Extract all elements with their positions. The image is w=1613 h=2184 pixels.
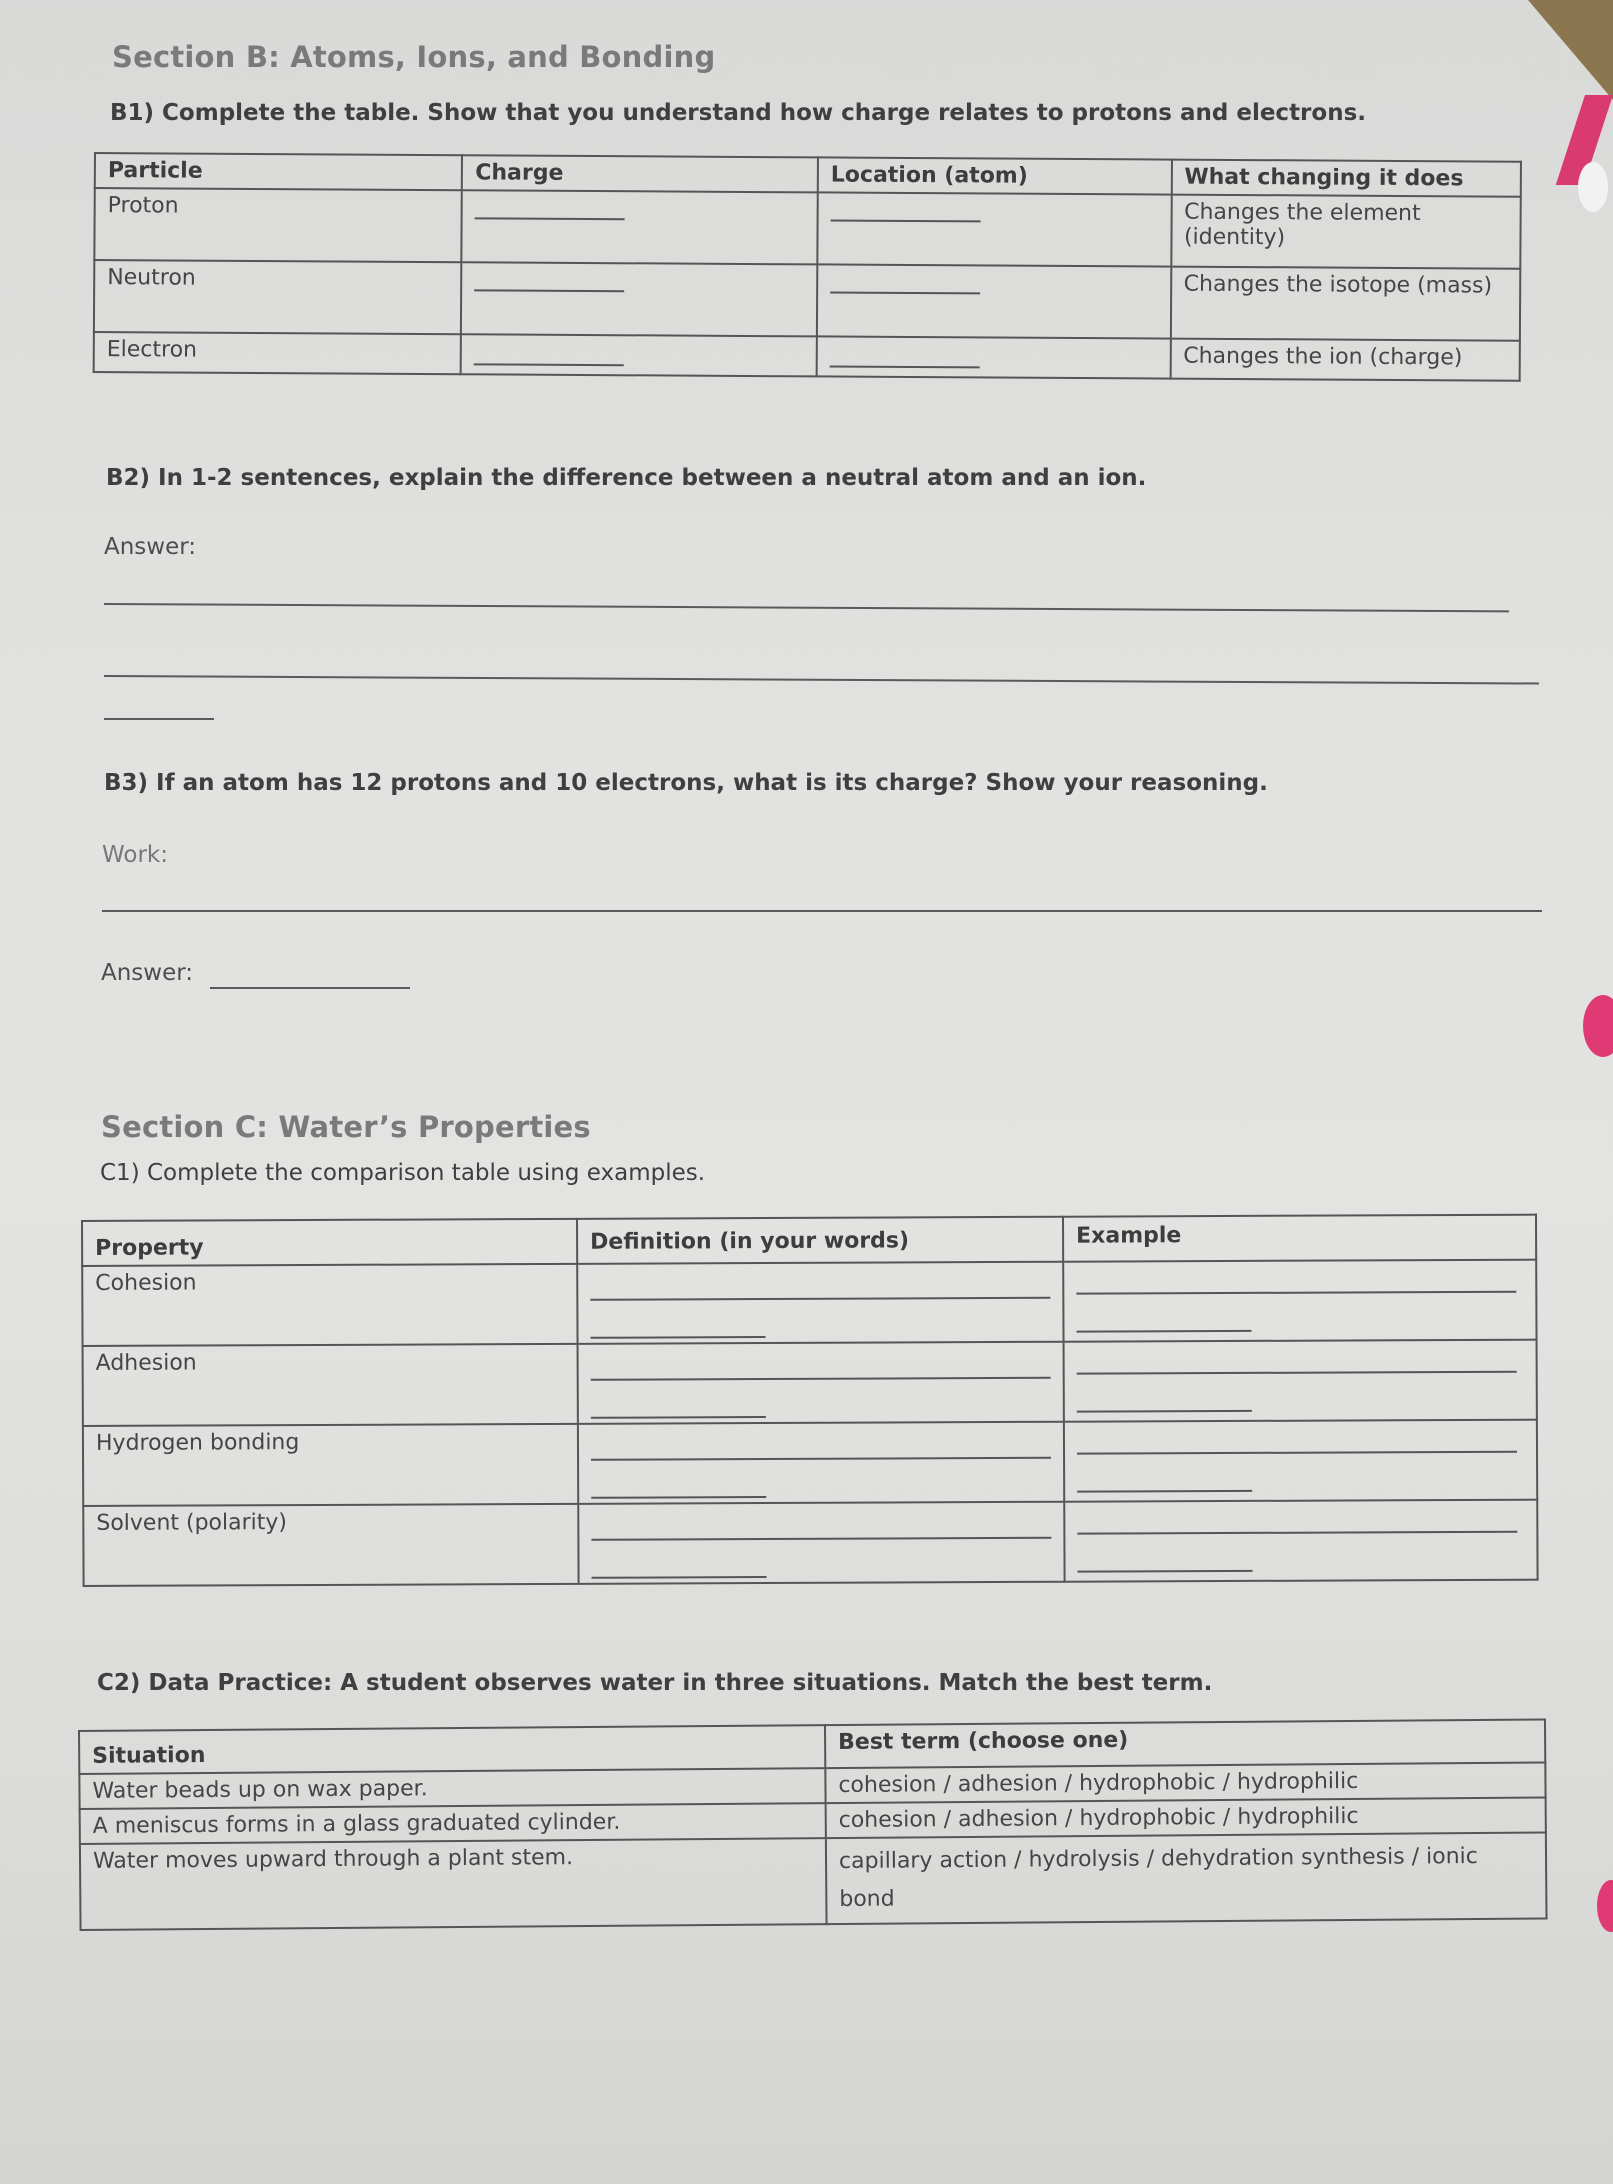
section-b-title: Section B: Atoms, Ions, and Bonding <box>112 40 716 74</box>
b2-prompt: B2) In 1-2 sentences, explain the difference between a neutral atom and an ion. <box>106 465 1147 491</box>
table-row <box>83 1420 1537 1506</box>
pink-marker-dot <box>1597 1880 1613 1932</box>
effect-text: Changes the isotope (mass) <box>1170 267 1520 341</box>
table-row <box>94 188 1520 269</box>
example-blanks[interactable] <box>1064 1420 1537 1502</box>
header-definition: Definition (in your words) <box>577 1217 1063 1264</box>
example-blanks[interactable] <box>1064 1340 1537 1422</box>
location-blank[interactable] <box>817 264 1171 338</box>
definition-blanks[interactable] <box>578 1342 1064 1424</box>
property-name: Cohesion <box>82 1264 577 1346</box>
charge-blank[interactable] <box>461 262 817 336</box>
location-blank[interactable] <box>817 336 1171 378</box>
b2-answer-label: Answer: <box>104 534 197 560</box>
c1-prompt: C1) Complete the comparison table using examples. <box>100 1160 706 1186</box>
definition-blanks[interactable] <box>578 1422 1064 1504</box>
b1-particle-table <box>93 152 1522 382</box>
charge-blank[interactable] <box>462 190 818 264</box>
header-best-term: Best term (choose one) <box>825 1719 1545 1768</box>
situation-text: A meniscus forms in a glass graduated cylinder. <box>80 1803 826 1844</box>
header-location: Location (atom) <box>818 157 1172 194</box>
property-name: Adhesion <box>83 1344 578 1426</box>
b3-answer-line[interactable] <box>210 987 410 989</box>
example-blanks[interactable] <box>1064 1500 1537 1582</box>
term-options[interactable]: capillary action / hydrolysis / dehydration synthesis / ionic bond <box>826 1832 1547 1924</box>
table-row <box>82 1260 1536 1346</box>
table-row <box>83 1500 1537 1586</box>
situation-text: Water beads up on wax paper. <box>79 1768 825 1809</box>
c2-matching-table <box>78 1718 1548 1931</box>
header-example: Example <box>1063 1215 1536 1262</box>
header-property: Property <box>82 1219 577 1266</box>
table-row <box>83 1340 1537 1426</box>
situation-text: Water moves upward through a plant stem. <box>80 1838 827 1930</box>
header-situation: Situation <box>79 1725 825 1774</box>
b3-work-line[interactable] <box>102 910 1542 912</box>
b2-answer-line[interactable] <box>104 718 214 720</box>
location-blank[interactable] <box>817 192 1171 266</box>
b3-answer-label: Answer: <box>101 960 194 986</box>
particle-name: Proton <box>94 188 462 262</box>
particle-name: Electron <box>94 332 462 374</box>
table-header-row <box>82 1215 1536 1266</box>
particle-name: Neutron <box>94 260 462 334</box>
table-row <box>94 332 1520 381</box>
charge-blank[interactable] <box>461 334 817 376</box>
white-object-edge <box>1578 162 1608 212</box>
header-effect: What changing it does <box>1171 160 1521 197</box>
background-fabric <box>1528 0 1613 100</box>
c2-prompt: C2) Data Practice: A student observes water in three situations. Match the best term. <box>97 1670 1213 1696</box>
b1-prompt: B1) Complete the table. Show that you understand how charge relates to protons and electrons. <box>110 100 1367 126</box>
definition-blanks[interactable] <box>577 1262 1063 1344</box>
table-row <box>94 260 1520 341</box>
section-c-title: Section C: Water’s Properties <box>101 1110 591 1144</box>
pink-marker-dot <box>1583 995 1613 1057</box>
b3-work-label: Work: <box>102 842 168 868</box>
term-options[interactable]: cohesion / adhesion / hydrophobic / hydrophilic <box>826 1797 1546 1838</box>
b2-answer-line[interactable] <box>104 675 1539 685</box>
term-options[interactable]: cohesion / adhesion / hydrophobic / hydrophilic <box>825 1762 1545 1803</box>
definition-blanks[interactable] <box>578 1502 1064 1584</box>
property-name: Hydrogen bonding <box>83 1424 578 1506</box>
effect-text: Changes the element (identity) <box>1171 195 1521 269</box>
b3-prompt: B3) If an atom has 12 protons and 10 electrons, what is its charge? Show your reasoning. <box>104 770 1268 796</box>
header-particle: Particle <box>95 153 463 190</box>
property-name: Solvent (polarity) <box>83 1504 578 1586</box>
b2-answer-line[interactable] <box>104 603 1509 612</box>
c1-comparison-table <box>81 1214 1539 1587</box>
example-blanks[interactable] <box>1063 1260 1536 1342</box>
header-charge: Charge <box>462 155 818 192</box>
table-row <box>80 1832 1547 1930</box>
effect-text: Changes the ion (charge) <box>1170 339 1520 381</box>
